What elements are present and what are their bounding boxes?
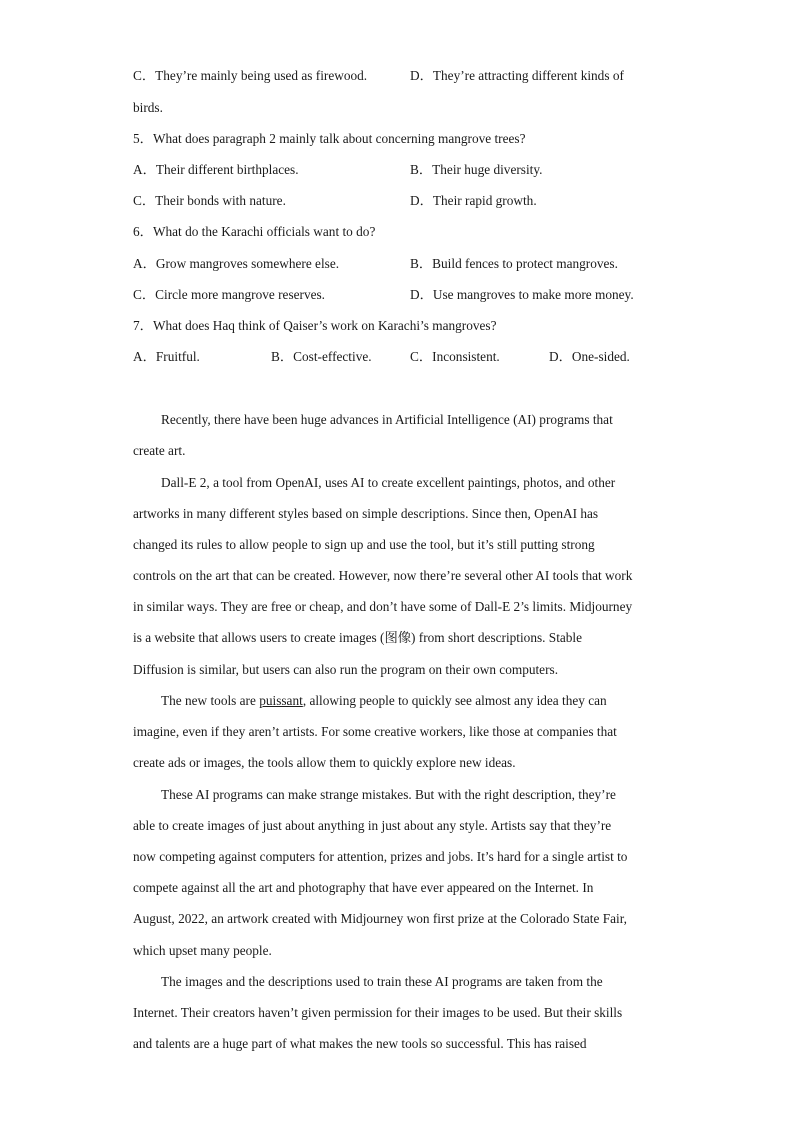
passage-p2-line: in similar ways. They are free or cheap, and don’t have some of Dall-E 2’s limits. Midjourney — [133, 599, 633, 614]
passage-p4-line: able to create images of just about anything in just about any style. Artists say that they’re — [133, 818, 612, 833]
q7-option-c: C．Inconsistent. — [410, 349, 500, 364]
passage-p2-line: Dall-E 2, a tool from OpenAI, uses AI to create excellent paintings, photos, and other — [161, 475, 616, 490]
q7-option-a: A．Fruitful. — [133, 349, 200, 364]
q6-option-a: A．Grow mangroves somewhere else. — [133, 256, 340, 271]
passage-p2-line: changed its rules to allow people to sign up and use the tool, but it’s still putting strong — [133, 537, 595, 552]
passage-p3-line: imagine, even if they aren’t artists. For some creative workers, like those at companies that — [133, 724, 617, 739]
passage-p2-line: controls on the art that can be created. However, now there’re several other AI tools that work — [133, 568, 633, 583]
q6-option-b: B．Build fences to protect mangroves. — [410, 256, 618, 271]
q6-stem: 6．What do the Karachi officials want to do? — [133, 224, 376, 239]
q5-option-d: D．Their rapid growth. — [410, 193, 537, 208]
passage-p1-line: Recently, there have been huge advances in Artificial Intelligence (AI) programs that — [161, 412, 613, 427]
passage-p4-line: which upset many people. — [133, 943, 272, 958]
p3-text: , allowing people to quickly see almost any idea they can — [302, 693, 607, 708]
passage-p5-line: Internet. Their creators haven’t given permission for their images to be used. But their skills — [133, 1005, 623, 1020]
q5-option-c: C．Their bonds with nature. — [133, 193, 286, 208]
q7-stem: 7．What does Haq think of Qaiser’s work on Karachi’s mangroves? — [133, 318, 497, 333]
q6-option-d: D．Use mangroves to make more money. — [410, 287, 634, 302]
q5-option-b: B．Their huge diversity. — [410, 162, 543, 177]
q4-option-d-continued: birds. — [133, 100, 163, 115]
passage-p5-line: and talents are a huge part of what makes the new tools so successful. This has raised — [133, 1036, 587, 1051]
q7-option-d: D．One-sided. — [549, 349, 630, 364]
passage-p4-line: compete against all the art and photography that have ever appeared on the Internet. In — [133, 880, 594, 895]
passage-p4-line: now competing against computers for attention, prizes and jobs. It’s hard for a single artist to — [133, 849, 628, 864]
passage-p4-line: August, 2022, an artwork created with Midjourney won first prize at the Colorado State Fair, — [133, 911, 627, 926]
passage-p2-line: is a website that allows users to create images (图像) from short descriptions. Stable — [133, 630, 583, 645]
passage-p3-line: create ads or images, the tools allow them to quickly explore new ideas. — [133, 755, 516, 770]
q6-option-c: C．Circle more mangrove reserves. — [133, 287, 325, 302]
passage-p1-line: create art. — [133, 443, 186, 458]
passage-p4-line: These AI programs can make strange mistakes. But with the right description, they’re — [161, 787, 616, 802]
q4-option-c: C．They’re mainly being used as firewood. — [133, 68, 368, 83]
passage-p2-line: artworks in many different styles based on simple descriptions. Since then, OpenAI has — [133, 506, 599, 521]
p3-text: The new tools are — [161, 693, 260, 708]
q7-option-b: B．Cost-effective. — [271, 349, 372, 364]
passage-p5-line: The images and the descriptions used to train these AI programs are taken from the — [161, 974, 603, 989]
q5-stem: 5．What does paragraph 2 mainly talk about concerning mangrove trees? — [133, 131, 526, 146]
q4-option-d: D．They’re attracting different kinds of — [410, 68, 624, 83]
passage-p2-line: Diffusion is similar, but users can also run the program on their own computers. — [133, 662, 559, 677]
underlined-word: puissant — [259, 693, 303, 708]
passage-p3-line — [161, 692, 607, 710]
q5-option-a: A．Their different birthplaces. — [133, 162, 299, 177]
